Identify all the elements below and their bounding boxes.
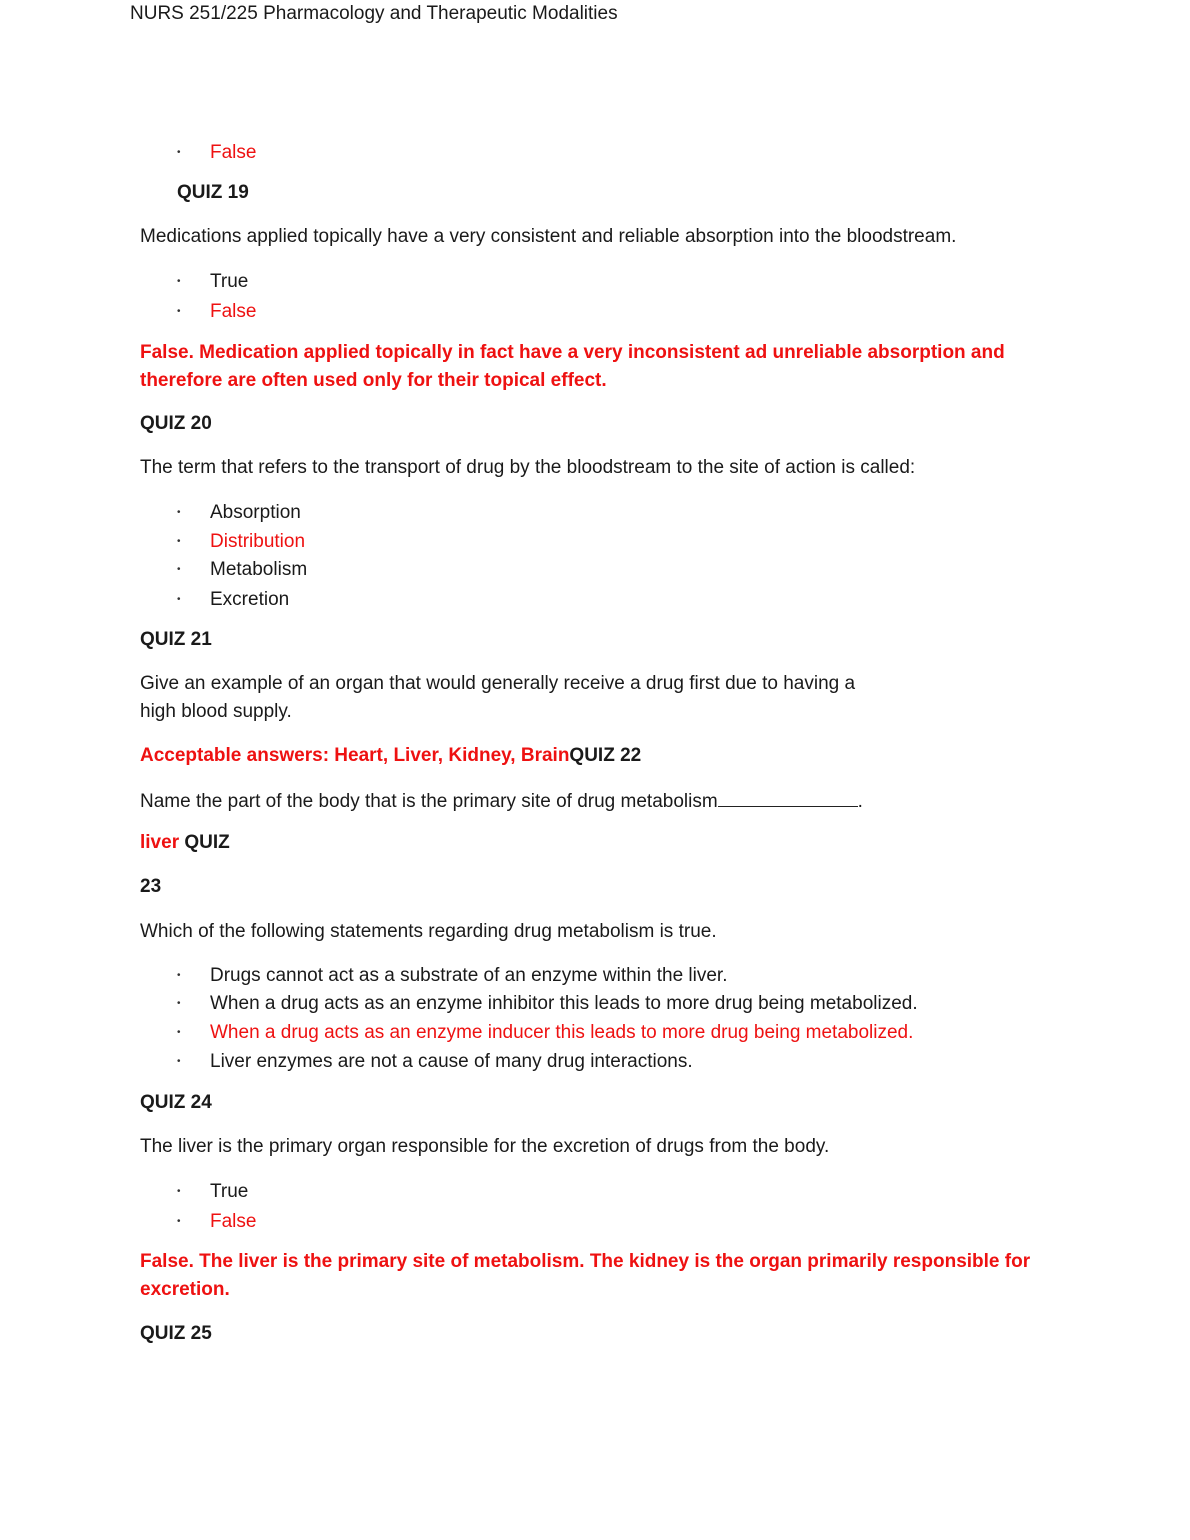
bullet-icon: • bbox=[177, 1056, 181, 1067]
question-text: The liver is the primary organ responsible for the excretion of drugs from the body. bbox=[140, 1136, 830, 1157]
explanation-text: therefore are often used only for their topical effect. bbox=[140, 370, 607, 391]
answer-line bbox=[140, 831, 230, 855]
quiz-heading-number: 23 bbox=[140, 876, 162, 897]
explanation-text: excretion. bbox=[140, 1279, 230, 1300]
bullet-icon: • bbox=[177, 306, 181, 317]
bullet-icon: • bbox=[177, 1216, 181, 1227]
bullet-icon: • bbox=[177, 564, 181, 575]
option: Excretion bbox=[210, 589, 290, 610]
bullet-icon: • bbox=[177, 276, 181, 287]
answer-blank bbox=[718, 788, 858, 807]
quiz-heading: QUIZ 25 bbox=[140, 1323, 212, 1344]
answer-line bbox=[140, 744, 641, 768]
option: Liver enzymes are not a cause of many drug interactions. bbox=[210, 1051, 693, 1072]
option: True bbox=[210, 271, 249, 292]
page-header-title: NURS 251/225 Pharmacology and Therapeutic Modalities bbox=[130, 3, 618, 24]
quiz-heading: QUIZ 22 bbox=[569, 745, 642, 766]
question-end: . bbox=[857, 791, 863, 812]
quiz-heading: QUIZ bbox=[184, 832, 230, 853]
quiz-heading: QUIZ 20 bbox=[140, 413, 212, 434]
answer-text: Acceptable answers: Heart, Liver, Kidney, Brain bbox=[140, 745, 570, 766]
bullet-icon: • bbox=[177, 1027, 181, 1038]
bullet-icon: • bbox=[177, 594, 181, 605]
question-text: Name the part of the body that is the primary site of drug metabolism bbox=[140, 791, 718, 812]
bullet-icon: • bbox=[177, 998, 181, 1009]
option: Absorption bbox=[210, 502, 301, 523]
option: True bbox=[210, 1181, 249, 1202]
bullet-icon: • bbox=[177, 1186, 181, 1197]
question-text: Medications applied topically have a very consistent and reliable absorption into the bloodstream. bbox=[140, 226, 957, 247]
answer-text: liver bbox=[140, 832, 180, 853]
quiz-heading: QUIZ 21 bbox=[140, 629, 212, 650]
question-line bbox=[140, 788, 863, 814]
option-correct: False bbox=[210, 301, 257, 322]
question-text: Which of the following statements regarding drug metabolism is true. bbox=[140, 921, 717, 942]
option-correct: Distribution bbox=[210, 531, 306, 552]
question-text: high blood supply. bbox=[140, 701, 292, 722]
bullet-icon: • bbox=[177, 536, 181, 547]
quiz-heading: QUIZ 24 bbox=[140, 1092, 212, 1113]
option-correct: When a drug acts as an enzyme inducer this leads to more drug being metabolized. bbox=[210, 1022, 914, 1043]
option: Drugs cannot act as a substrate of an enzyme within the liver. bbox=[210, 965, 728, 986]
bullet-icon: • bbox=[177, 147, 181, 158]
option-correct: False bbox=[210, 1211, 257, 1232]
bullet-icon: • bbox=[177, 507, 181, 518]
explanation-text: False. The liver is the primary site of metabolism. The kidney is the organ primarily responsible for bbox=[140, 1251, 1031, 1272]
bullet-icon: • bbox=[177, 970, 181, 981]
question-text: The term that refers to the transport of drug by the bloodstream to the site of action is called: bbox=[140, 457, 916, 478]
option: Metabolism bbox=[210, 559, 308, 580]
question-text: Give an example of an organ that would generally receive a drug first due to having a bbox=[140, 673, 856, 694]
option-correct: False bbox=[210, 142, 257, 163]
explanation-text: False. Medication applied topically in fact have a very inconsistent ad unreliable absorption and bbox=[140, 342, 1005, 363]
quiz-heading: QUIZ 19 bbox=[177, 182, 249, 203]
option: When a drug acts as an enzyme inhibitor this leads to more drug being metabolized. bbox=[210, 993, 918, 1014]
